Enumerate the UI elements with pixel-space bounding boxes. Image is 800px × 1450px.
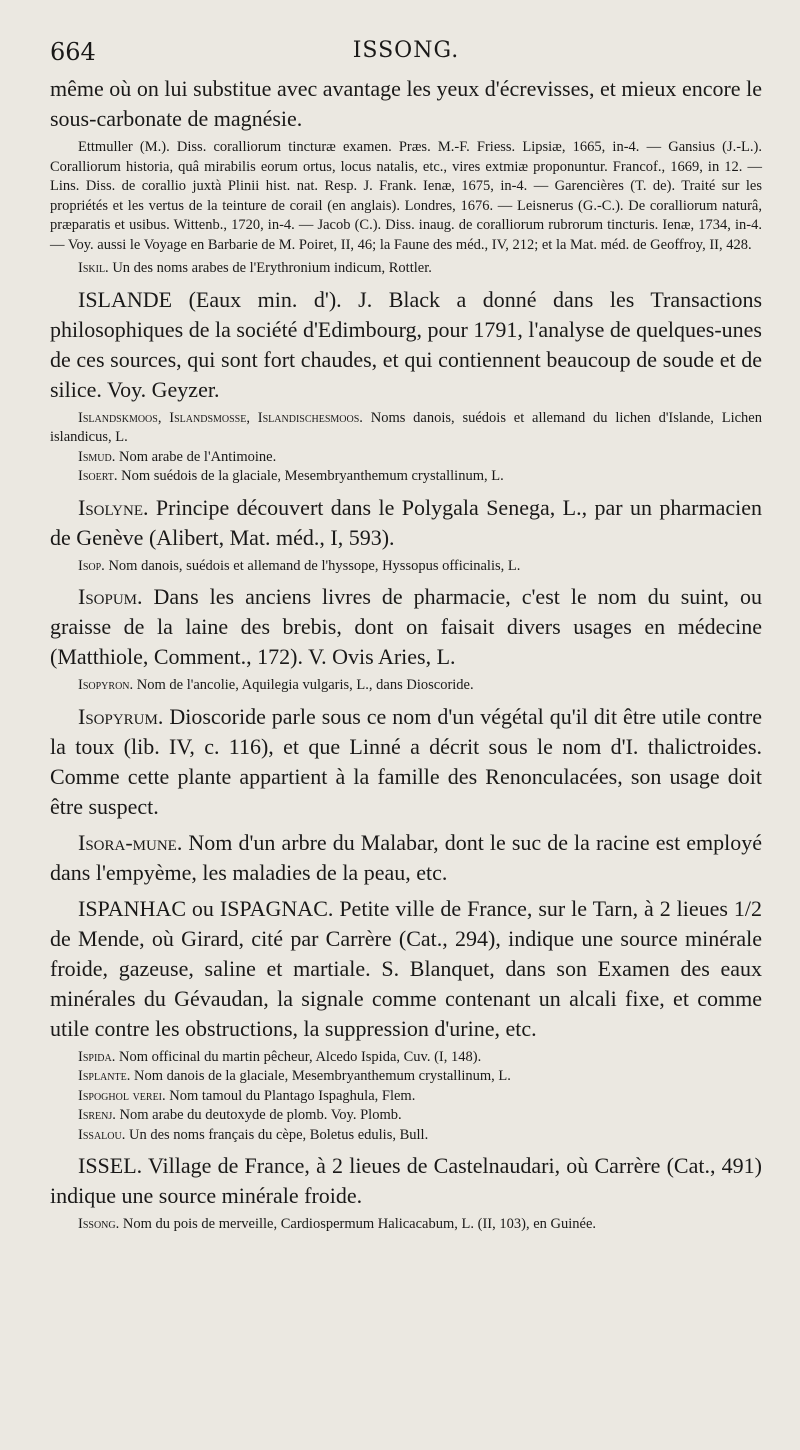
entry-head: ISLANDE bbox=[78, 286, 173, 312]
entry-head: Isoert. bbox=[78, 468, 118, 484]
entry-isopyrum: Isopyrum. Dioscoride parle sous ce nom d'un végétal qu'il dit être utile contre la toux (lib. IV, c. 116), et que Linné a décrit sous le nom d'I. thalictroides. Comme cette plante appartient à la famille des Renonculacées, son usage doit être suspect. bbox=[50, 703, 762, 819]
entry-isplante: Isplante. Nom danois de la glaciale, Mesembryanthemum crystallinum, L. bbox=[78, 1068, 511, 1084]
running-head: ISSONG. bbox=[352, 38, 460, 63]
page-number: 664 bbox=[50, 38, 96, 66]
entry-ispanhac: ISPANHAC ou ISPAGNAC. Petite ville de France, sur le Tarn, à 2 lieues 1/2 de Mende, où Girard, cité par Carrère (Cat., 294), indique une source minérale froide, gazeuse, saline et martiale. S. Blanquet, dans son Examen des eaux minérales du Gévaudan, la signale comme contenant un alcali fixe, et comme utile contre les obstructions, la suppression d'urine, etc. bbox=[50, 895, 762, 1041]
entry-ispoghol-verei: Ispoghol verei. Nom tamoul du Plantago Ispaghula, Flem. bbox=[78, 1087, 416, 1104]
entry-ispida: Ispida. Nom officinal du martin pêcheur, Alcedo Ispida, Cuv. (I, 148). bbox=[78, 1048, 482, 1065]
continued-paragraph: même où on lui substitue avec avantage les yeux d'écrevisses, et mieux encore le sous-carbonate de magnésie. bbox=[50, 76, 762, 131]
entry-head: Ispoghol verei. bbox=[78, 1087, 166, 1104]
page-header bbox=[50, 38, 762, 74]
entry-head: Iskil. bbox=[78, 260, 109, 276]
entry-issel: ISSEL. Village de France, à 2 lieues de Castelnaudari, où Carrère (Cat., 491) indique une source minérale froide. bbox=[50, 1153, 762, 1208]
entry-isrenj: Isrenj. Nom arabe du deutoxyde de plomb. Voy. Plomb. bbox=[78, 1107, 402, 1123]
entry-iskil: Iskil. Un des noms arabes de l'Erythronium indicum, Rottler. bbox=[78, 260, 432, 276]
bibliography-note: Ettmuller (M.). Diss. coralliorum tincturæ examen. Præs. M.-F. Friess. Lipsiæ, 1665, in-4. — Gansius (J.-L.). Coralliorum historia, quâ mirabilis eorum ortus, locus natalis, etc., vires extmiæ proponuntur. Francof., 1669, in 12. — Lins. Diss. de corallio juxtà Plinii hist. nat. Resp. J. Frank. Ienæ, 1675, in-4. — Garencières (T. de). Traité sur les propriétés et les vertus de la teinture de corail (en anglais). Londres, 1676. — Leisnerus (G.-C.). De coralliorum naturâ, præparatis et usibus. Wittenb., 1720, in-4. — Jacob (C.). Diss. inaug. de coralliorum rubrorum tincturis. Ienæ, 1734, in-4. — Voy. aussi le Voyage en Barbarie de M. Poiret, II, 46; la Faune des méd., IV, 212; et la Mat. méd. de Geoffroy, II, 428. bbox=[50, 139, 762, 253]
entry-head: ISPANHAC ou ISPAGNAC. bbox=[78, 895, 334, 921]
entry-head: Isplante. bbox=[78, 1068, 131, 1084]
entry-issong: Issong. Nom du pois de merveille, Cardiospermum Halicacabum, L. (II, 103), en Guinée. bbox=[78, 1216, 597, 1232]
entry-issalou: Issalou. Un des noms français du cèpe, Boletus edulis, Bull. bbox=[78, 1126, 429, 1143]
entry-head: ISSEL. bbox=[78, 1153, 143, 1178]
entry-head: Isopyron. bbox=[78, 677, 134, 693]
entry-head: Issong. bbox=[78, 1216, 120, 1232]
entry-head: Islandskmoos, Islandsmosse, Islandischesmoos. bbox=[78, 409, 363, 426]
entry-ismud: Ismud. Nom arabe de l'Antimoine. bbox=[78, 448, 277, 465]
entry-head: Issalou. bbox=[78, 1126, 126, 1143]
entry-head: Ispida. bbox=[78, 1048, 116, 1065]
entry-isopyron: Isopyron. Nom de l'ancolie, Aquilegia vulgaris, L., dans Dioscoride. bbox=[78, 677, 474, 693]
entry-head: Ismud. bbox=[78, 448, 116, 465]
entry-head: Isop. bbox=[78, 557, 105, 574]
entry-head: Isora-mune. bbox=[78, 829, 183, 855]
entry-isop: Isop. Nom danois, suédois et allemand de l'hyssope, Hyssopus officinalis, L. bbox=[78, 557, 521, 574]
entry-islandskmoos: Islandskmoos, Islandsmosse, Islandischesmoos. Noms danois, suédois et allemand du lichen d'Islande, Lichen islandicus, L. bbox=[50, 409, 762, 445]
entry-head: Isolyne. bbox=[78, 494, 149, 520]
entry-isolyne: Isolyne. Principe découvert dans le Polygala Senega, L., par un pharmacien de Genève (Alibert, Mat. méd., I, 593). bbox=[50, 494, 763, 550]
entry-islande: ISLANDE (Eaux min. d'). J. Black a donné dans les Transactions philosophiques de la société d'Edimbourg, pour 1791, l'analyse de quelques-unes de ces sources, qui sont fort chaudes, et qui contiennent beaucoup de soude et de silice. Voy. Geyzer. bbox=[50, 286, 763, 402]
entry-isora-mune: Isora-mune. Nom d'un arbre du Malabar, dont le suc de la racine est employé dans l'empyème, les maladies de la peau, etc. bbox=[50, 829, 762, 885]
entry-head: Isrenj. bbox=[78, 1107, 116, 1123]
entry-head: Isopyrum. bbox=[78, 703, 164, 729]
entry-isoert: Isoert. Nom suédois de la glaciale, Mesembryanthemum crystallinum, L. bbox=[78, 468, 504, 484]
entry-isopum: Isopum. Dans les anciens livres de pharmacie, c'est le nom du suint, ou graisse de la laine des brebis, dont on faisait divers usages en médecine (Matthiole, Comment., 172). V. Ovis Aries, L. bbox=[50, 584, 762, 669]
entry-head: Isopum. bbox=[78, 584, 143, 609]
